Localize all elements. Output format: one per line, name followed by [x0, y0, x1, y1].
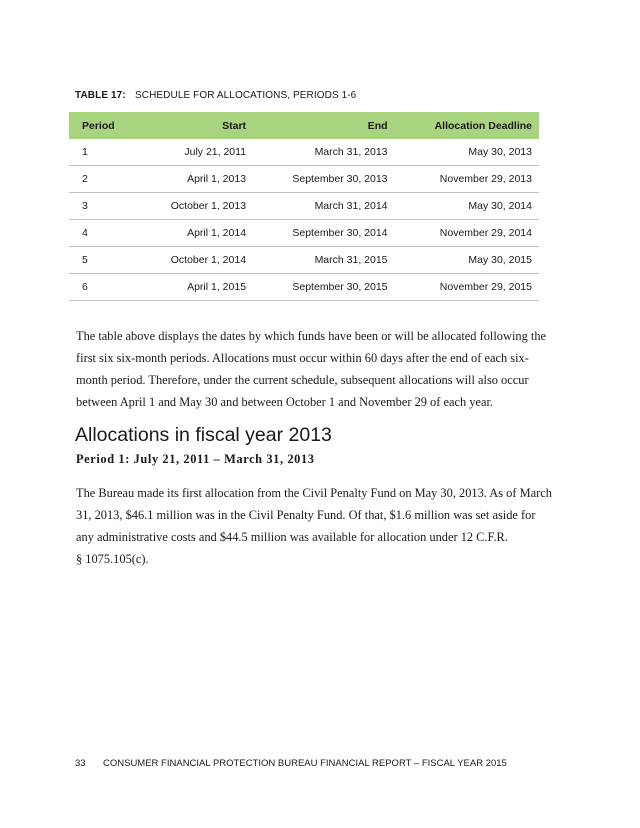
cell-end: September 30, 2014	[253, 220, 394, 247]
table-number: TABLE 17:	[75, 90, 126, 101]
table-title: SCHEDULE FOR ALLOCATIONS, PERIODS 1-6	[135, 90, 357, 101]
intro-paragraph: The table above displays the dates by which funds have been or will be allocated following the first six six-month periods. Allocations must occur within 60 days after the end of each six-month period. Therefore, under the current schedule, subsequent allocations will also occur between April 1 and May 30 and between October 1 and November 29 of each year.	[76, 329, 547, 409]
cell-period: 1	[69, 139, 137, 166]
cell-deadline: May 30, 2015	[395, 247, 539, 274]
allocation-citation: § 1075.105(c).	[76, 552, 149, 566]
cell-start: April 1, 2014	[137, 220, 253, 247]
cell-deadline: May 30, 2013	[395, 139, 539, 166]
cell-start: April 1, 2013	[137, 166, 253, 193]
cell-deadline: November 29, 2015	[395, 274, 539, 301]
intro-paragraph-block	[76, 325, 556, 413]
section-heading: Allocations in fiscal year 2013	[75, 424, 332, 446]
cell-start: April 1, 2015	[137, 274, 253, 301]
page-number: 33	[75, 758, 86, 769]
allocation-schedule-table	[69, 112, 539, 301]
cell-period: 5	[69, 247, 137, 274]
table-row	[69, 193, 539, 220]
cell-end: March 31, 2015	[253, 247, 394, 274]
cell-start: October 1, 2013	[137, 193, 253, 220]
header-allocation-deadline: Allocation Deadline	[395, 112, 539, 139]
table-row	[69, 274, 539, 301]
cell-period: 2	[69, 166, 137, 193]
cell-end: March 31, 2014	[253, 193, 394, 220]
header-start: Start	[137, 112, 253, 139]
cell-period: 6	[69, 274, 137, 301]
cell-end: September 30, 2015	[253, 274, 394, 301]
cell-end: September 30, 2013	[253, 166, 394, 193]
cell-end: March 31, 2013	[253, 139, 394, 166]
allocation-paragraph: The Bureau made its first allocation from the Civil Penalty Fund on May 30, 2013. As of March 31, 2013, $46.1 million was in the Civil Penalty Fund. Of that, $1.6 million was set aside for any administrative costs and $44.5 million was available for allocation under 12 C.F.R.	[76, 486, 552, 544]
period-subheading: Period 1: July 21, 2011 – March 31, 2013	[76, 452, 315, 466]
cell-start: October 1, 2014	[137, 247, 253, 274]
cell-period: 4	[69, 220, 137, 247]
table-header-row	[69, 112, 539, 139]
table-row	[69, 247, 539, 274]
table-row	[69, 139, 539, 166]
table-row	[69, 220, 539, 247]
cell-deadline: May 30, 2014	[395, 193, 539, 220]
cell-deadline: November 29, 2014	[395, 220, 539, 247]
table-row	[69, 166, 539, 193]
header-end: End	[253, 112, 394, 139]
footer-text: CONSUMER FINANCIAL PROTECTION BUREAU FINANCIAL REPORT – FISCAL YEAR 2015	[103, 758, 507, 769]
page-footer	[75, 758, 507, 769]
cell-deadline: November 29, 2013	[395, 166, 539, 193]
cell-period: 3	[69, 193, 137, 220]
cell-start: July 21, 2011	[137, 139, 253, 166]
table-caption	[75, 90, 356, 101]
header-period: Period	[69, 112, 137, 139]
allocation-paragraph-block	[76, 482, 556, 570]
